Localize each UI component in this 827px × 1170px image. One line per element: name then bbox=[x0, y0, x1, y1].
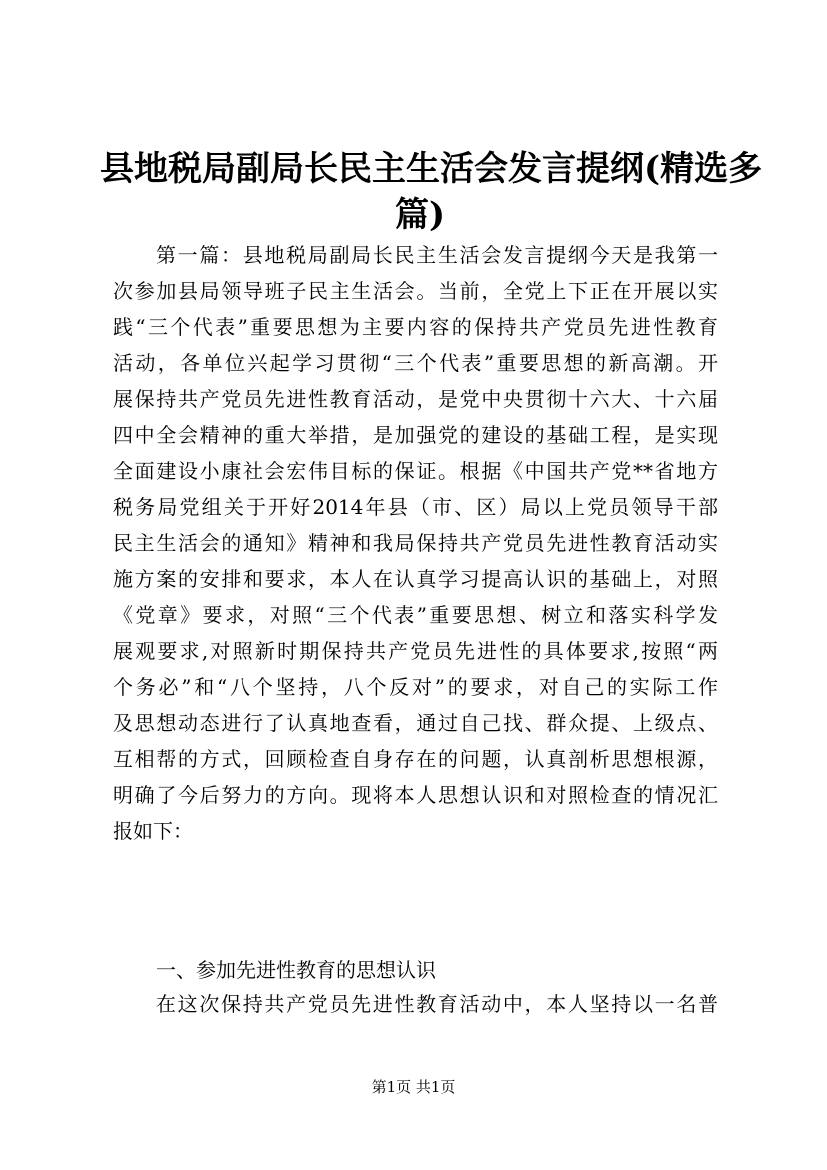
paragraph-line: 展保持共产党员先进性教育活动，是党中央贯彻十六大、十六届 bbox=[113, 387, 718, 411]
paragraph-line: 《党章》要求，对照“三个代表”重要思想、树立和落实科学发 bbox=[113, 603, 718, 627]
paragraph-line: 民主生活会的通知》精神和我局保持共产党员先进性教育活动实 bbox=[113, 531, 718, 555]
page-footer: 第1页 共1页 bbox=[371, 1078, 456, 1096]
paragraph-line: 互相帮的方式，回顾检查自身存在的问题，认真剖析思想根源， bbox=[113, 747, 718, 771]
title-line-2: 篇) bbox=[394, 195, 446, 235]
paragraph-1 bbox=[113, 237, 718, 849]
paragraph-line: 展观要求,对照新时期保持共产党员先进性的具体要求,按照“两 bbox=[113, 639, 718, 663]
paragraph-line: 报如下： bbox=[113, 819, 193, 843]
paragraph-line: 活动，各单位兴起学习贯彻“三个代表”重要思想的新高潮。开 bbox=[113, 351, 718, 375]
title-line-1: 县地税局副局长民主生活会发言提纲(精选多 bbox=[100, 149, 763, 189]
paragraph-line: 税务局党组关于开好2014年县（市、区）局以上党员领导干部 bbox=[113, 495, 718, 519]
paragraph-line: 全面建设小康社会宏伟目标的保证。根据《中国共产党**省地方 bbox=[113, 459, 718, 483]
document-title bbox=[100, 146, 763, 238]
paragraph-line: 个务必”和“八个坚持，八个反对”的要求，对自己的实际工作 bbox=[113, 675, 718, 699]
paragraph-line: 践“三个代表”重要思想为主要内容的保持共产党员先进性教育 bbox=[113, 315, 718, 339]
paragraph-line: 施方案的安排和要求，本人在认真学习提高认识的基础上，对照 bbox=[113, 567, 718, 591]
paragraph-line: 四中全会精神的重大举措，是加强党的建设的基础工程，是实现 bbox=[113, 423, 718, 447]
section-heading: 一、参加先进性教育的思想认识 bbox=[156, 958, 436, 982]
paragraph-line: 明确了今后努力的方向。现将本人思想认识和对照检查的情况汇 bbox=[113, 783, 718, 807]
paragraph-line: 次参加县局领导班子民主生活会。当前，全党上下正在开展以实 bbox=[113, 279, 718, 303]
paragraph-2 bbox=[113, 986, 718, 1022]
paragraph-line: 第一篇：县地税局副局长民主生活会发言提纲今天是我第一 bbox=[156, 243, 718, 267]
paragraph-line: 及思想动态进行了认真地查看，通过自己找、群众提、上级点、 bbox=[113, 711, 718, 735]
paragraph-line: 在这次保持共产党员先进性教育活动中，本人坚持以一名普 bbox=[156, 992, 718, 1016]
